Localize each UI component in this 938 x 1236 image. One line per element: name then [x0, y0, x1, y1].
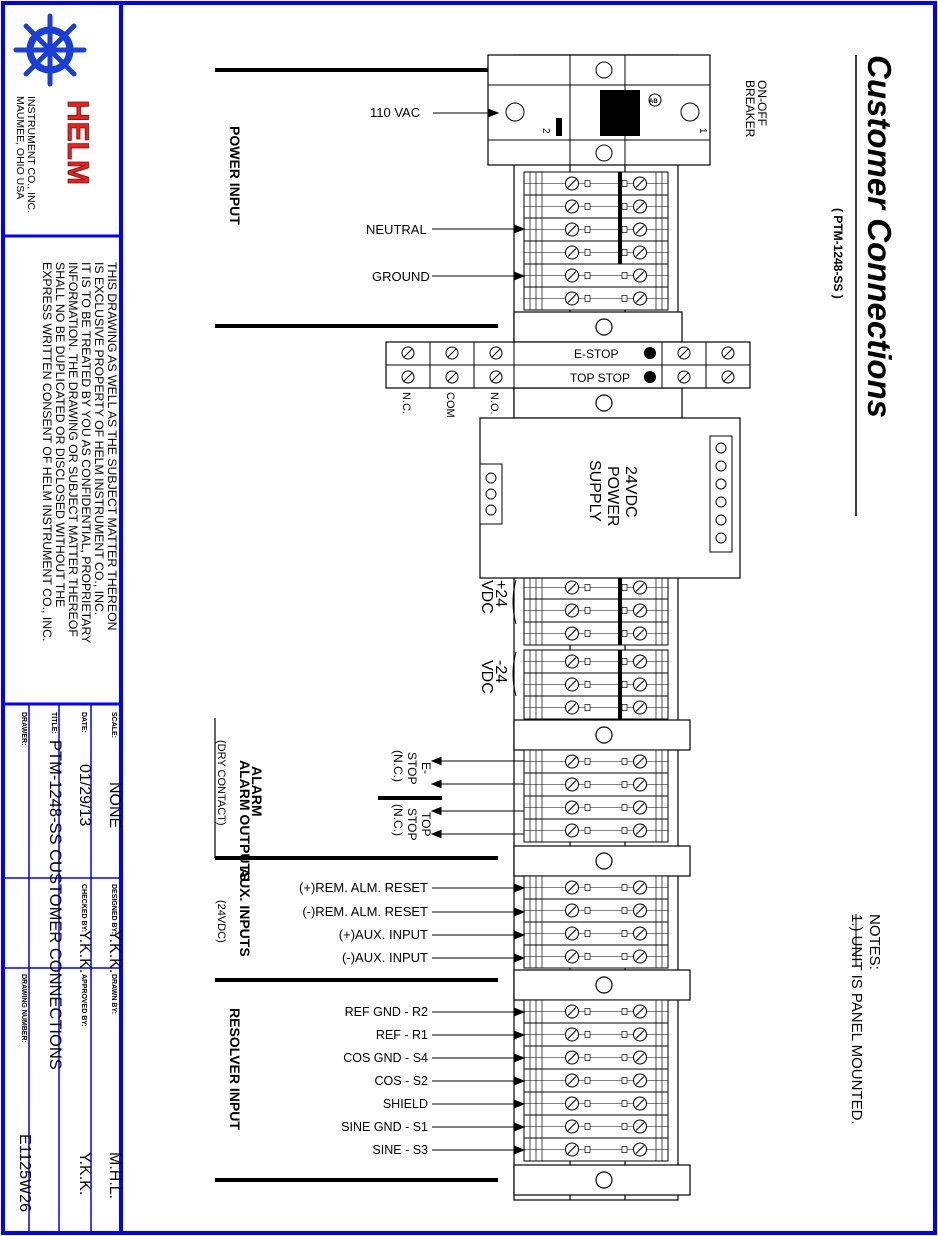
- notes-heading: NOTES:: [866, 914, 883, 970]
- page-title: Customer Connections: [861, 55, 898, 419]
- section-resolver-input: RESOLVER INPUT: [227, 1008, 243, 1130]
- on-off-breaker: [488, 55, 769, 165]
- svg-text:COM: COM: [444, 392, 456, 418]
- resolver-wire-label: SHIELD: [382, 1097, 428, 1111]
- svg-text:(N.C.): (N.C.): [391, 750, 405, 782]
- section-aux-inputs: AUX. INPUTS: [237, 868, 253, 957]
- designed-by-value: Y.K.K.: [106, 930, 123, 974]
- power-wire-labels: [366, 105, 430, 284]
- aux-wire-label: (-)AUX. INPUT: [342, 950, 428, 965]
- outer-border: [3, 3, 935, 1233]
- svg-text:+24: +24: [492, 580, 509, 608]
- aux-wire-labels: [299, 880, 428, 965]
- confidential-notice: [40, 262, 119, 643]
- breaker-label-1: ON-OFF: [755, 80, 769, 126]
- section-alarm-outputs-1: ALARM: [249, 766, 265, 817]
- aux-wire-label: (-)REM. ALM. RESET: [302, 904, 428, 919]
- company-line2: MAUMEE, OHIO USA: [14, 96, 26, 200]
- resolver-wire-label: SINE GND - S1: [341, 1120, 428, 1134]
- svg-text:VDC: VDC: [478, 580, 495, 614]
- alarm-wire-labels: [391, 750, 433, 840]
- drawing-number-label: DRAWING NUMBER:: [20, 974, 27, 1043]
- title-block: [16, 712, 123, 1212]
- resolver-wire-labels: [341, 1005, 428, 1157]
- section-alarm-outputs-sub: (DRY CONTACT): [215, 740, 227, 826]
- wire-labels: [432, 110, 524, 1154]
- svg-text:TOP: TOP: [419, 812, 433, 837]
- section-aux-inputs-sub: (24VDC): [215, 900, 227, 943]
- breaker-badge: AB: [649, 99, 658, 105]
- svg-text:E-: E-: [419, 762, 433, 774]
- topstop-label: TOP STOP: [570, 371, 631, 385]
- dc-labels: [478, 580, 516, 696]
- title-label: TITLE:: [50, 712, 57, 734]
- estop-label: E-STOP: [574, 347, 619, 361]
- svg-text:EXPRESS WRITTEN CONSENT OF HEL: EXPRESS WRITTEN CONSENT OF HELM INSTRUMENT CO., INC.: [40, 262, 54, 642]
- drawn-by-label: DRAWN BY:: [110, 974, 117, 1014]
- scale-value: NONE: [106, 782, 123, 829]
- svg-text:N.C.: N.C.: [400, 392, 412, 414]
- company-line1: INSTRUMENT CO., INC.: [25, 96, 37, 214]
- power-supply-24vdc: [480, 418, 740, 578]
- page-subtitle: ( PTM-1248-SS ): [831, 208, 845, 299]
- logo-text: HELM: [61, 100, 94, 185]
- checked-by-label: CHECKED BY:: [80, 884, 87, 933]
- checked-by-value: Y.K.K.: [76, 930, 93, 974]
- svg-text:IS EXCLUSIVE PROPERTY OF HELM: IS EXCLUSIVE PROPERTY OF HELM INSTRUMENT CO., INC.: [92, 262, 106, 616]
- svg-text:N.O.: N.O.: [488, 392, 500, 415]
- svg-text:(N.C.): (N.C.): [391, 804, 405, 836]
- scale-label: SCALE:: [110, 712, 117, 739]
- date-value: 01/29/13: [76, 764, 93, 827]
- section-alarm-outputs: ALARM OUTPUTS: [237, 760, 253, 882]
- svg-text:INFORMATION. THE DRAWING OR SU: INFORMATION. THE DRAWING OR SUBJECT MATTER THEREOF: [66, 262, 80, 637]
- svg-text:1: 1: [697, 128, 708, 134]
- designed-by-label: DESIGNED BY:: [110, 884, 117, 935]
- resolver-wire-label: COS - S2: [374, 1074, 428, 1088]
- aux-wire-label: (+)REM. ALM. RESET: [299, 880, 428, 895]
- note-1: 1.) UNIT IS PANEL MOUNTED.: [848, 914, 865, 1125]
- wire-ground: GROUND: [372, 269, 430, 284]
- drawer-label: DRAWER:: [20, 712, 27, 746]
- svg-text:VDC: VDC: [478, 660, 495, 694]
- svg-text:STOP: STOP: [405, 808, 419, 841]
- svg-text:24VDC: 24VDC: [622, 466, 639, 518]
- svg-text:STOP: STOP: [405, 752, 419, 785]
- wire-neutral: NEUTRAL: [366, 222, 427, 237]
- aux-wire-label: (+)AUX. INPUT: [338, 927, 428, 942]
- svg-text:-24: -24: [492, 660, 509, 684]
- resolver-wire-label: REF GND - R2: [344, 1005, 428, 1019]
- svg-text:IT IS TO BE TREATED BY YOU AS: IT IS TO BE TREATED BY YOU AS CONFIDENTIAL, PROPRIETARY: [79, 262, 93, 644]
- title-value: PTM-1248-SS CUSTOMER CONNECTIONS: [46, 740, 64, 1070]
- section-power-input: POWER INPUT: [227, 126, 243, 225]
- svg-text:SUPPLY: SUPPLY: [586, 460, 603, 522]
- resolver-wire-label: SINE - S3: [372, 1143, 428, 1157]
- approved-by-value: Y.K.K.: [76, 1152, 93, 1196]
- resolver-wire-label: COS GND - S4: [343, 1051, 428, 1065]
- breaker-label-2: BREAKER: [743, 80, 757, 138]
- date-label: DATE:: [80, 712, 87, 733]
- svg-text:THIS DRAWING AS WELL AS THE SU: THIS DRAWING AS WELL AS THE SUBJECT MATTER THEREON: [105, 262, 119, 631]
- svg-text:SHALL NO BE DUPLICATED OR DISC: SHALL NO BE DUPLICATED OR DISCLOSED WITHOUT THE: [53, 262, 67, 608]
- svg-text:2: 2: [540, 128, 551, 134]
- wire-110vac: 110 VAC: [370, 105, 421, 120]
- resolver-wire-label: REF - R1: [375, 1028, 428, 1042]
- approved-by-label: APPROVED BY:: [80, 974, 87, 1027]
- drawn-by-value: M.H.L.: [106, 1152, 123, 1200]
- drawing-number-value: E1125W26: [16, 1134, 33, 1212]
- svg-text:POWER: POWER: [604, 466, 621, 527]
